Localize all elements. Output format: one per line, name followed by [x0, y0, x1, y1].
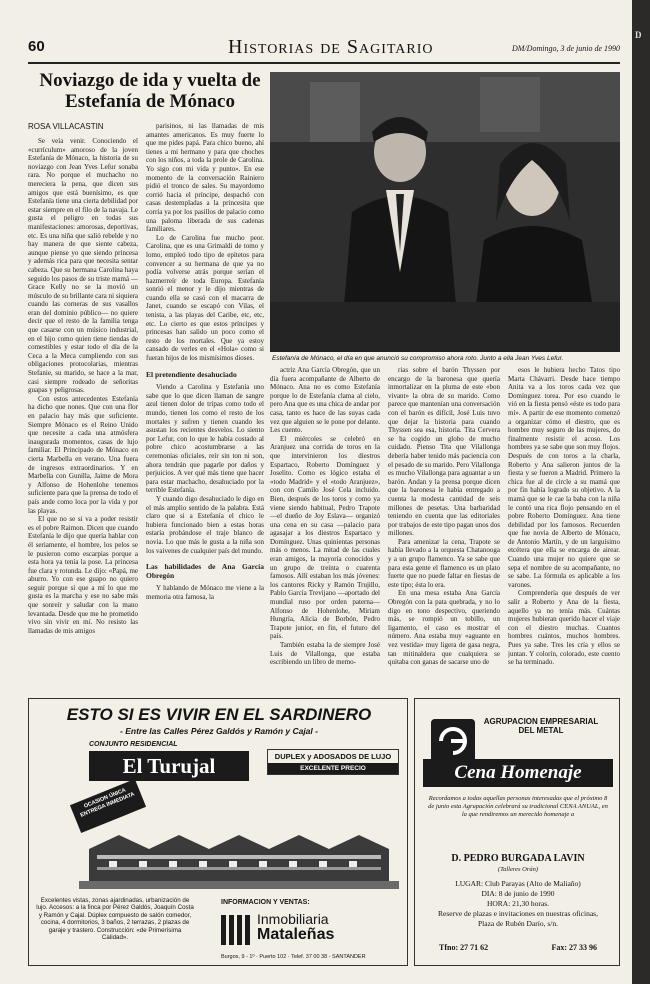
- association-name: AGRUPACION EMPRESARIAL DEL METAL: [483, 717, 599, 735]
- detail-line: Reserve de plazas e invitaciones en nuestras oficinas,: [438, 909, 598, 918]
- paragraph: El miércoles se celebró en Aranjuez una corrida de toros en la que intervinieron los diestros Espartaco, Roberto Domínguez y Joselito. Como es lógico estaba el «todo Madrid» y el «todo Aranjuez», con con Camilo José Cela incluido. Bien, después de los toros y como ya viene siendo habitual, Pedro Trapote —el dueño de Joy Eslava— organizó una cena en su casa —palacio para agasajar a los diestros Espartaco y Domínguez. Unas quinientas personas más o menos. La mitad de las cuales eran amigos, la mayoría conocidos y un grupo de treinta o cuarenta famosos. Allí estaban los más jóvenes: los cantores Ricky y Ramón Trujillo, Pablo García Trevijano —aportado del mundial ruso por orden paterna— Alfonso de Hohenlohe, Miriam Hungría, Alicia de Borbón, Pedro Trapote junior, en fin, el futuro del país.: [270, 434, 380, 641]
- adjacent-page-edge: [632, 0, 650, 984]
- paragraph: actriz Ana García Obregón, que un día fuera acompañante de Alberto de Mónaco. Ana no es como Estefanía porque lo de Estefanía clama al cielo, pero Ana que es una chica de andar por casa, tanto es hace de las suyas cada vez que alguien se le pone por delante. Les cuento.: [270, 366, 380, 435]
- ad-conjunto-label: CONJUNTO RESIDENCIAL: [89, 741, 178, 748]
- fax-number: Fax: 27 33 96: [551, 943, 597, 952]
- paragraph: Y cuando digo desahuciado le digo en el más amplio sentido de la palabra. Está claro que si a Estefanía el chico le hubiera funcionado bien a estas horas estaría probándose el traje blanco de novia. Lo que más le gusta a la niña son los vaivenes de cualquier país del mundo.: [146, 494, 264, 555]
- dinner-details: [425, 879, 611, 929]
- dinner-ad: [414, 698, 620, 966]
- real-estate-ad: [28, 698, 408, 966]
- article-column-2: [146, 122, 264, 692]
- honoree-company: (Talleres Orán): [497, 866, 539, 873]
- paragraph: Con estos antecedentes Estefanía ha dicho que nones. Que con una flor en palacio hay más que suficiente. Siempre Mónaco es el Reino Unido que necesite a cada una atmósfera inaugurada momentos, casas de lujo familiar. El Principado de Mónaco en cierta Marbella en verano. Una fuera de ingresos extraordinarios. Y en Marbella con Gunilla, Jaime de Mora y Alfonso de Hohenlohe tenemos suficiente para que la prensa de todo el país ande como loca por la vida y por las playas.: [28, 394, 138, 515]
- ad-title: ESTO SI ES VIVIR EN EL SARDINERO: [66, 705, 372, 724]
- page-number: 60: [28, 38, 45, 55]
- subheading: Las habilidades de Ana García Obregón: [146, 562, 264, 580]
- paragraph: Y hablando de Mónaco me viene a la memoria otra famosa, la: [146, 584, 264, 601]
- paragraph: esos le hubiera hecho Tatos tipo Marta Chávarri. Desde hace tiempo Anita va a los toros cada vez que Domínguez torea. Por eso cuando le vió en la fiesta pensó «éste es todo para mí». A partir de ese momento comenzó a organizar cómo el diestro, que es hombre muy seguro de las mujeres, do finalmente resistir el acoso. Los hombres ya se sabe que son muy flojos. Después de con toros a la charla, Roberto y Ana salieron juntos de la fiesta y se fueron a Madrid. Primero la chica fue al de circle a su mamá que por fin había logrado su objetivo. A la mamá que se le cae la baba con la niña le contó una rica flojo pensando en el pobre Roberto Domínguez. Ana tiene debilidad por los famosos. Recuerden que fue novia de Alberto de Mónaco, de Antonio Martín, y de un larguísimo etcétera que ella se encarga de airear. Cuando una mujer no quiere que se sepa el nombre de su acompañante, no se sabe. La fórmula es aplicable a los varones.: [508, 366, 620, 589]
- contact-numbers: [425, 943, 611, 952]
- detail-line: Plaza de Rubén Darío, s/n.: [478, 919, 558, 928]
- detail-line: LUGAR: Club Parayas (Alto de Maliaño): [455, 879, 581, 888]
- ad-duplex-label: DUPLEX y ADOSADOS DE LUJO: [274, 752, 392, 761]
- paragraph: El que no se si va a poder resistir es el pobre Raimon. Dicen que cuando Estefanía le dijo que quería hablar con él seriamente, el hombre, los pelos se le pusieron como escarpias porque a esta hora ya tenía la pose. La princesa fue clara y rotunda. Le dijo: «Papá, me aburro. Yo con ese guapo no quiero seguir porque sí que a mí lo que me gusta es la marcha y ese no sabe más que sonreír y saludar con la mano levantada. Desde que me he prometido vivo sin vivir en mí. No resisto las llamadas de mis amigos: [28, 515, 138, 635]
- issue-date: DM/Domingo, 3 de junio de 1990: [512, 44, 620, 53]
- ad-info-text: Excelentes vistas, zonas ajardinadas, urbanización de lujo. Accesos: a la finca por Pérez Galdós, Joaquín Costa y Ramón y Cajal. Dúplex compuesto de salón comedor, cocina, 4 dormitorios, 3 baños, 2 terrazas, 2 plazas de garaje y trastero. Construcción: «de Primerísima Calidad».: [36, 897, 194, 942]
- ad-subtitle: - Entre las Calles Pérez Galdós y Ramón y Cajal -: [120, 726, 318, 736]
- metal-association-logo-icon: [431, 719, 475, 763]
- section-title: Historias de Sagitario: [228, 36, 434, 58]
- ad-info-label: INFORMACION Y VENTAS:: [221, 899, 310, 906]
- paragraph: Comprendería que después de ver salir a Roberto y Ana de la fiesta, aquello ya no tenía más. Cuántas mujeres hubieran querido hacer el viaje con el diestro muchas. Cuantos hombres cuántos, muchos hombres. Pues ya sabe. Tres les cría y ellos se juntan. Y colorín, colorado, este cuento se ha terminado.: [508, 589, 620, 667]
- photo-illustration: [270, 72, 620, 352]
- paragraph: rias sobre el barón Thyssen por encargo de la baronesa que quería inmortalizar en la pluma de este «bon vivant» la obra de su marido. Como parece que mantenían una conversación con el barón es difícil, José Luis tuvo que dejar la historia para cuando Thyssen sea esa, historia. Tita Cervera se ha cogido un globo de mucho cuidado. Pienso Tita que Vilallonga debería haber tenido más paciencia con el pesado de su marido. Pero Vilallonga es mucho Vilallonga para aguantar a un barón. Andan y la prensa porque dicen que la baronesa le había entregado a cuenta la modesta cantidad de seis millones de pesetas. Una barbaridad teniendo en cuenta que las editoriales por trabajos de este tipo pagan unos dos millones.: [388, 366, 500, 538]
- edge-letter: D: [635, 30, 642, 40]
- dinner-title: Cena Homenaje: [423, 759, 613, 787]
- ad-price-label: EXCELENTE PRECIO: [268, 763, 398, 774]
- paragraph: Se veía venir. Conociendo el «currículum» amoroso de la joven Estefanía de Mónaco, la historia de su noviazgo con Jean Yves Lefur sonaba rara. No porque el muchacho no mereciera la pena, que dicen sus amigos que está buenísimo, es que Estefanía tiene una cierta debilidad por estar siempre en el filo de la navaja. Le gusta el peligro en todas sus manifestaciones: amorosas, deportivas, etc. Es una niña que salió rebelde y no hay manera de que siente cabeza, aunque piense yo que siendo princesa y además rica para que necesita sentar cabeza. Que su hermana Carolina haya seguido los pasos de su triste mamá —Grace Kelly no se la movió un músculo de su brillante cara ni siquiera cuando las corneras de sus vasallos eran del dominio público— no quiere decir que el resto de la familia tenga que casarse con un músico industrial, en el hijo como quien tiene tiendas de comestibles y estar todo el día de la Ceca a la Meca cumpliendo con sus obligaciones protocolarias, mientras Stefanie, su marido, se hace a la mar, casi siempre rodeado de señoritas guapas y peligrosas.: [28, 137, 138, 395]
- dinner-body: Recordamos a todas aquellas personas interesadas que el próximo 8 de junio esta Agrupación celebrará su tradicional CENA ANUAL, en la que rendiremos un merecido homenaje a: [428, 795, 608, 818]
- detail-line: HORA: 21,30 horas.: [486, 899, 550, 908]
- article-column-4: [388, 366, 500, 692]
- ad-development-name: El Turujal: [89, 751, 249, 781]
- agency-name-line2: Mataleñas: [257, 926, 335, 943]
- paragraph: Viendo a Carolina y Estefanía uno sabe que lo que dicen llaman de sangre azul tienen dolor de tripas como todo el mundo, tienen los como el resto de los mortales y sufren y tienen cuando les asustan los recientes desvelos. Lo siento por Lefur, con lo que le había costado al pobre chico acostumbrarse a las ceremonias oficiales, reír sin ton ni son, ahora tendrán que pagarle por daños y perjuicios. A ver qué más tiene que hacer para estar machacho, desahuciado por la terrible Estefanía.: [146, 383, 264, 495]
- honoree-name: D. PEDRO BURGADA LAVIN: [451, 853, 585, 864]
- phone-number: Tfno: 27 71 62: [439, 943, 489, 952]
- photo-caption: Estefanía de Mónaco, el día en que anunció su compromiso ahora roto. Junto a ella Jean Yves Lefur.: [272, 355, 564, 362]
- subheading: El pretendiente desahuciado: [146, 369, 237, 379]
- building-illustration: [79, 827, 399, 889]
- page-header: [28, 36, 620, 64]
- agency-address: Burgos, 9 - 1º · Puerto 102 · Telef. 37 00 38 - SANTANDER: [221, 954, 366, 960]
- article-column-1: [28, 137, 138, 692]
- paragraph: En una mesa estaba Ana García Obregón con la pata quebrada, y no lo digo en tono despectivo, queriendo más, se rompió un tobillo, un ligamento, el caso es mostrar el número. Ana estaba muy «aguante en vez vestida» muy ligera de gasa negra, tan mitinaldera que cualquiera se quitaba con ganas de sacarse uno de: [388, 589, 500, 667]
- agency-bars-icon: [221, 915, 251, 945]
- agency-logo: [221, 911, 405, 951]
- agency-name-line1: Inmobiliaria: [257, 911, 329, 927]
- paragraph: Para amenizar la cena, Trapote se había llevado a la orquesta Chatanooga y a un grupo flamenco. Ya se sabe que para esta gente el flamenco es un plato fuerte que no puede faltar en fiestas de este tipo; ésta lo era.: [388, 537, 500, 589]
- article-column-5: [508, 366, 620, 692]
- article-photo: [270, 72, 620, 352]
- paragraph: parisinos, ni las llamadas de mis amantes americanos. Es muy fuerte lo que me pides papá. Para chico bueno, ahí tienes a mi hermano y para que choches con los niños, a toda la prole de Carolina. Yo sigo con mi vida y punto». En ese momento de la conversación Rainiero pidió el tronco de sales. Su mayordomo corrió hacia el príncipe, despachó con casas destempladas a la princesita que corría ya por los pasillos de palacio como una paloma liberada de sus cadenas familiares.: [146, 122, 264, 234]
- detail-line: DIA: 8 de junio de 1990: [481, 889, 555, 898]
- paragraph: Lo de Carolina fue mucho peor. Carolina, que es una Grimaldi de tomo y lomo, empleó todo tipo de epítetos para convencer a su hermana de que ya no podía volverse atrás porque serían el hazmerreír de toda Europa. Estefanía sonrió el menor y le dijo mientras de cuando ella se casó con el macarra de Janet, cuando se escapó con Vilas, el tenista, a las playas del Caribe, etc, etc, etc. Lo cierto es que estos príncipes y princesas han salido un poco como el resto de los mortales. Que ya estoy cansado de verles en el «Hola» como si fueran hijos de los mismísimos dioses.: [146, 233, 264, 363]
- ad-duplex-box: [267, 749, 399, 775]
- article-byline: ROSA VILLACASTIN: [28, 122, 104, 131]
- article-column-3: [270, 366, 380, 692]
- ad-ocasion-banner: OCASION ÚNICA ENTREGA INMEDIATA: [70, 779, 146, 833]
- paragraph: También estaba la de siempre José Luis de Vilallonga, que estaba escribiendo un libro de memo-: [270, 641, 380, 667]
- article-headline: Noviazgo de ida y vuelta de Estefanía de Mónaco: [39, 70, 261, 112]
